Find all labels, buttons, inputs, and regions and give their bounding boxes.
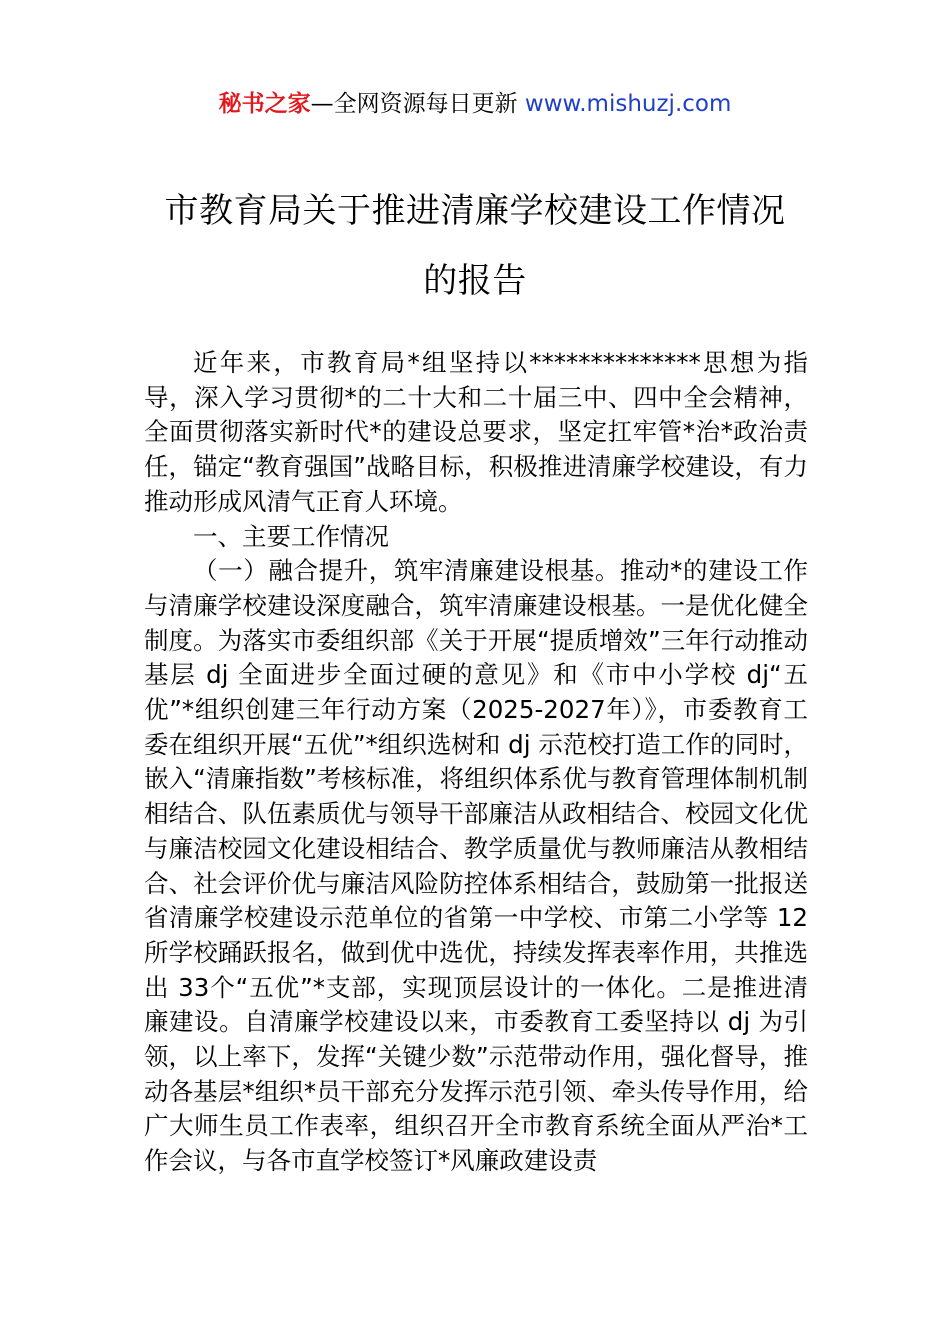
title-line-1: 市教育局关于推进清廉学校建设工作情况 [164,191,786,231]
site-banner [0,88,950,120]
intro-paragraph: 近年来，市教育局*组坚持以**************思想为指导，深入学习贯彻*的二十大和二十届三中、四中全会精神，全面贯彻落实新时代*的建设总要求，坚定扛牢管*治*政治责任，锚定“教育强国”战略目标，积极推进清廉学校建设，有力推动形成风清气正育人环境。 [144,348,808,516]
title-line-2: 的报告 [423,261,527,301]
site-tagline: —全网资源每日更新 [310,91,518,117]
site-name: 秘书之家 [218,91,311,117]
document-body [144,346,808,1179]
site-url-link[interactable]: www.mishuzj.com [524,91,732,117]
body-paragraph: （一）融合提升，筑牢清廉建设根基。推动*的建设工作与清廉学校建设深度融合，筑牢清廉建设根基。一是优化健全制度。为落实市委组织部《关于开展“提质增效”三年行动推动基层 dj 全面进步全面过硬的意见》和《市中小学校 dj“五优”*组织创建三年行动方案（2025-2027年）》，市委教育工委在组织开展“五优”*组织选树和 dj 示范校打造工作的同时，嵌入“清廉指数”考核标准，将组织体系优与教育管理体制机制相结合、队伍素质优与领导干部廉洁从政相结合、校园文化优与廉洁校园文化建设相结合、教学质量优与教师廉洁从教相结合、社会评价优与廉洁风险防控体系相结合，鼓励第一批报送省清廉学校建设示范单位的省第一中学校、市第二小学等 12 所学校踊跃报名，做到优中选优，持续发挥表率作用，共推选出 33个“五优”*支部，实现顶层设计的一体化。二是推进清廉建设。自清廉学校建设以来，市委教育工委坚持以 dj 为引领，以上率下，发挥“关键少数”示范带动作用，强化督导，推动各基层*组织*员干部充分发挥示范引领、牵头传导作用，给广大师生员工作表率，组织召开全市教育系统全面从严治*工作会议，与各市直学校签订*风廉政建设责 [144,556,808,1176]
document-title [90,176,860,316]
section-heading: 一、主要工作情况 [193,521,389,551]
